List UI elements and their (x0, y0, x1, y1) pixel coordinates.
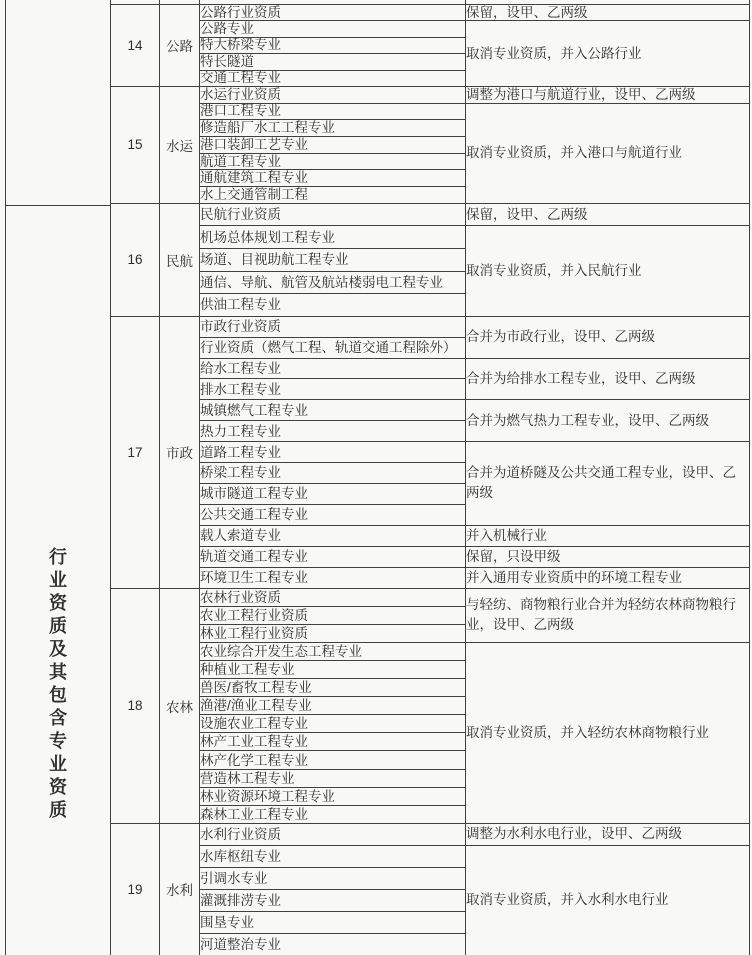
disposition-cell: 取消专业资质，并入轻纺农林商物粮行业 (466, 642, 750, 823)
qualification-item-cell: 轨道交通工程专业 (200, 546, 466, 567)
qualification-item-cell: 城市隧道工程专业 (200, 483, 466, 504)
disposition-cell: 取消专业资质，并入港口与航道行业 (466, 103, 750, 203)
qualification-item-cell: 通信、导航、航管及航站楼弱电工程专业 (200, 271, 466, 294)
qualification-item-cell: 农业综合开发生态工程专业 (200, 642, 466, 660)
qualification-item-cell: 营造林工程专业 (200, 769, 466, 787)
qualification-table-body (111, 0, 750, 955)
qualification-item-cell: 水库枢纽专业 (200, 845, 466, 867)
qualification-table (110, 0, 750, 955)
side-label-char: 质 (49, 800, 67, 820)
qualification-item-cell: 载人索道专业 (200, 525, 466, 546)
qualification-item-cell: 航道工程专业 (200, 153, 466, 170)
qualification-item-cell: 设施农业工程专业 (200, 715, 466, 733)
qualification-item-cell: 水利行业资质 (200, 823, 466, 845)
qualification-item-cell: 特长隧道 (200, 54, 466, 70)
section-category: 市政 (160, 316, 200, 588)
qualification-item-cell: 水运行业资质 (200, 86, 466, 103)
table-row (111, 103, 750, 120)
qualification-item-cell: 渔港/渔业工程专业 (200, 697, 466, 715)
qualification-item-cell: 港口装卸工艺专业 (200, 137, 466, 154)
disposition-cell: 与轻纺、商物粮行业合并为轻纺农林商物粮行业，设甲、乙两级 (466, 588, 750, 642)
side-label-char: 业 (49, 570, 67, 590)
qualification-item-cell: 农业工程行业资质 (200, 606, 466, 624)
table-row (111, 86, 750, 103)
qualification-item-cell: 排水工程专业 (200, 379, 466, 400)
section-category: 水运 (160, 86, 200, 203)
section-category: 民航 (160, 203, 200, 316)
disposition-cell: 保留，只设甲级 (466, 546, 750, 567)
disposition-cell: 并入通用专业资质中的环境工程专业 (466, 567, 750, 588)
qualification-item-cell: 供油工程专业 (200, 294, 466, 317)
table-row (111, 21, 750, 37)
table-row (111, 442, 750, 463)
table-row (111, 5, 750, 21)
qualification-item-cell: 林业工程行业资质 (200, 624, 466, 642)
qualification-item-cell: 市政行业资质 (200, 316, 466, 337)
qualification-item-cell: 热力工程专业 (200, 421, 466, 442)
section-category: 水利 (160, 823, 200, 955)
qualification-item-cell: 兽医/畜牧工程专业 (200, 679, 466, 697)
qualification-item-cell: 环境卫生工程专业 (200, 567, 466, 588)
qualification-item-cell: 农林行业资质 (200, 588, 466, 606)
side-label-char: 含 (49, 708, 67, 728)
disposition-cell: 合并为燃气热力工程专业，设甲、乙两级 (466, 400, 750, 442)
qualification-item-cell: 修造船厂水工工程专业 (200, 120, 466, 137)
side-label-char: 包 (49, 685, 67, 705)
table-row (111, 546, 750, 567)
table-row (111, 358, 750, 379)
qualification-item-cell: 公共交通工程专业 (200, 504, 466, 525)
table-row (111, 203, 750, 226)
side-label-char: 质 (49, 616, 67, 636)
qualification-item-cell: 交通工程专业 (200, 70, 466, 86)
section-category: 公路 (160, 5, 200, 87)
disposition-cell: 取消专业资质，并入公路行业 (466, 21, 750, 87)
qualification-item-cell: 林产化学工程专业 (200, 751, 466, 769)
side-label-char: 专 (49, 731, 67, 751)
side-label-char: 资 (49, 777, 67, 797)
disposition-cell: 保留，设甲、乙两级 (466, 5, 750, 21)
qualification-item-cell: 围垦专业 (200, 911, 466, 933)
table-row (111, 823, 750, 845)
side-label-char: 业 (49, 754, 67, 774)
section-number: 17 (111, 316, 160, 588)
qualification-item-cell: 种植业工程专业 (200, 661, 466, 679)
table-row (111, 642, 750, 660)
section-number: 19 (111, 823, 160, 955)
qualification-item-cell: 公路行业资质 (200, 5, 466, 21)
section-number: 18 (111, 588, 160, 823)
disposition-cell: 保留，设甲、乙两级 (466, 203, 750, 226)
section-number: 15 (111, 86, 160, 203)
qualification-item-cell: 水上交通管制工程 (200, 187, 466, 204)
qualification-item-cell: 行业资质（燃气工程、轨道交通工程除外） (200, 337, 466, 358)
qualification-item-cell: 机场总体规划工程专业 (200, 226, 466, 249)
side-label-char: 资 (49, 593, 67, 613)
table-row (111, 316, 750, 337)
side-label-char: 行 (49, 547, 67, 567)
section-number: 16 (111, 203, 160, 316)
table-row (111, 400, 750, 421)
section-category: 农林 (160, 588, 200, 823)
qualification-item-cell: 桥梁工程专业 (200, 462, 466, 483)
disposition-cell: 取消专业资质，并入民航行业 (466, 226, 750, 316)
table-row (111, 567, 750, 588)
table-row (111, 845, 750, 867)
table-row (111, 226, 750, 249)
qualification-item-cell: 城镇燃气工程专业 (200, 400, 466, 421)
side-label-char: 及 (49, 639, 67, 659)
side-label-char: 其 (49, 662, 67, 682)
qualification-item-cell: 通航建筑工程专业 (200, 170, 466, 187)
disposition-cell: 调整为水利水电行业，设甲、乙两级 (466, 823, 750, 845)
side-label (5, 206, 110, 955)
disposition-cell: 合并为市政行业，设甲、乙两级 (466, 316, 750, 358)
qualification-item-cell: 森林工业工程专业 (200, 805, 466, 823)
qualification-item-cell: 道路工程专业 (200, 442, 466, 463)
qualification-item-cell: 民航行业资质 (200, 203, 466, 226)
disposition-cell: 调整为港口与航道行业，设甲、乙两级 (466, 86, 750, 103)
disposition-cell: 合并为给排水工程专业，设甲、乙两级 (466, 358, 750, 400)
qualification-item-cell: 场道、目视助航工程专业 (200, 248, 466, 271)
side-label-empty-cell (5, 0, 110, 206)
table-row (111, 525, 750, 546)
qualification-item-cell: 特大桥梁专业 (200, 37, 466, 53)
disposition-cell: 合并为道桥隧及公共交通工程专业，设甲、乙两级 (466, 442, 750, 526)
qualification-item-cell: 给水工程专业 (200, 358, 466, 379)
qualification-item-cell: 河道整治专业 (200, 933, 466, 955)
disposition-cell: 取消专业资质，并入水利水电行业 (466, 845, 750, 955)
qualification-item-cell: 灌溉排涝专业 (200, 889, 466, 911)
table-row (111, 588, 750, 606)
qualification-item-cell: 引调水专业 (200, 867, 466, 889)
section-number: 14 (111, 5, 160, 87)
disposition-cell: 并入机械行业 (466, 525, 750, 546)
qualification-item-cell: 林产工业工程专业 (200, 733, 466, 751)
qualification-item-cell: 港口工程专业 (200, 103, 466, 120)
qualification-item-cell: 公路专业 (200, 21, 466, 37)
qualification-item-cell: 林业资源环境工程专业 (200, 787, 466, 805)
